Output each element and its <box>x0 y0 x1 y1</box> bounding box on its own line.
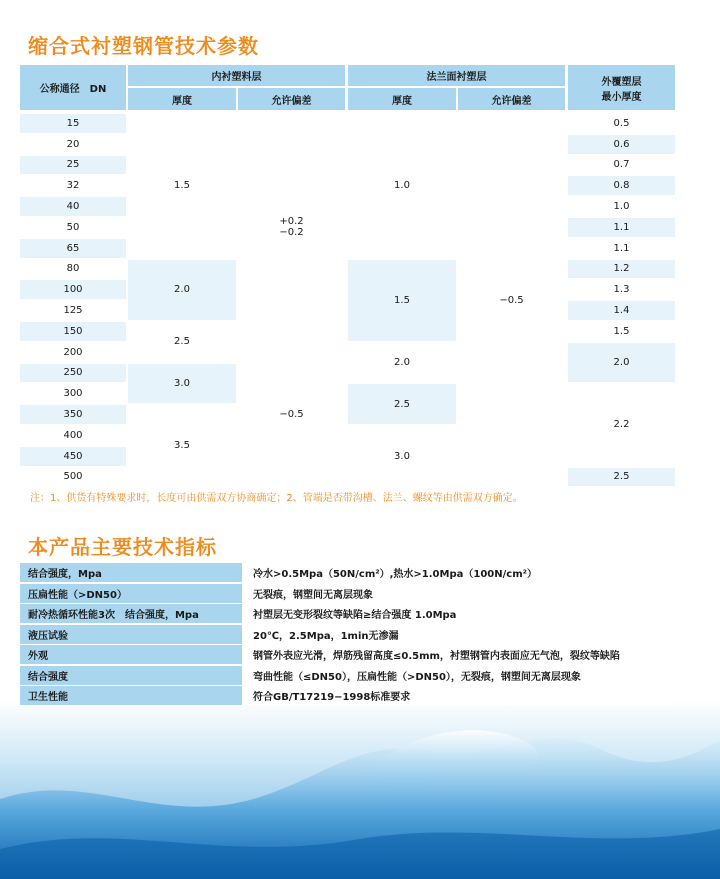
spec-label: 卫生性能 <box>20 686 242 705</box>
spec-value: 弯曲性能（≤DN50），压扁性能（>DN50），无裂痕，钢塑间无离层现象 <box>245 666 675 685</box>
flange-thickness-cell: 2.0 <box>348 343 456 383</box>
dn-cell: 100 <box>20 280 126 299</box>
inner-thickness-cell: 3.0 <box>128 364 236 404</box>
spec-label: 结合强度 <box>20 666 242 685</box>
dn-cell: 25 <box>20 156 126 175</box>
water-wave-decoration <box>0 679 720 879</box>
inner-thickness-cell: 3.5 <box>128 405 236 486</box>
header-inner-tolerance: 允许偏差 <box>238 88 345 110</box>
dn-cell: 65 <box>20 239 126 258</box>
flange-thickness-cell: 1.5 <box>348 260 456 341</box>
dn-cell: 150 <box>20 322 126 341</box>
outer-thickness-cell: 1.4 <box>568 301 675 320</box>
spec-label: 外观 <box>20 645 242 664</box>
section-title-specs: 本产品主要技术指标 <box>28 535 217 559</box>
outer-thickness-cell: 1.2 <box>568 260 675 279</box>
header-flange-thickness: 厚度 <box>348 88 456 110</box>
inner-thickness-cell: 1.5 <box>128 114 236 258</box>
outer-thickness-cell: 0.5 <box>568 114 675 133</box>
dn-cell: 400 <box>20 426 126 445</box>
inner-tolerance-cell: +0.2 −0.2 <box>238 114 345 341</box>
outer-thickness-cell: 0.7 <box>568 156 675 175</box>
dn-cell: 300 <box>20 384 126 403</box>
header-inner-layer: 内衬塑料层 <box>128 65 345 86</box>
spec-label: 液压试验 <box>20 625 242 644</box>
spec-value: 钢管外表应光滑，焊筋残留高度≤0.5mm，衬塑钢管内表面应无气泡，裂纹等缺陷 <box>245 645 675 664</box>
spec-label: 压扁性能（>DN50） <box>20 584 242 603</box>
dn-cell: 32 <box>20 176 126 195</box>
header-flange-tolerance: 允许偏差 <box>458 88 565 110</box>
dn-cell: 40 <box>20 197 126 216</box>
dn-cell: 50 <box>20 218 126 237</box>
outer-thickness-cell: 2.2 <box>568 384 675 465</box>
spec-value: 无裂痕，钢塑间无离层现象 <box>245 584 675 603</box>
dn-cell: 15 <box>20 114 126 133</box>
dn-cell: 20 <box>20 135 126 154</box>
flange-thickness-cell: 1.0 <box>348 114 456 258</box>
spec-label: 结合强度，Mpa <box>20 563 242 582</box>
spec-label: 耐冷热循环性能3次 结合强度，Mpa <box>20 604 242 623</box>
outer-thickness-cell: 0.6 <box>568 135 675 154</box>
section-title-parameters: 缩合式衬塑钢管技术参数 <box>28 34 259 58</box>
dn-cell: 450 <box>20 447 126 466</box>
spec-value: 冷水>0.5Mpa（50N/cm²）,热水>1.0Mpa（100N/cm²） <box>245 563 675 582</box>
outer-thickness-cell: 2.5 <box>568 468 675 487</box>
spec-value: 20℃，2.5Mpa，1min无渗漏 <box>245 625 675 644</box>
flange-thickness-cell: 3.0 <box>348 426 456 486</box>
flange-tolerance-cell: −0.5 <box>458 114 565 486</box>
outer-thickness-cell: 0.8 <box>568 176 675 195</box>
spec-value: 衬塑层无变形裂纹等缺陷≥结合强度 1.0Mpa <box>245 604 675 623</box>
header-outer-min-thickness: 外覆塑层 最小厚度 <box>568 65 675 110</box>
inner-tolerance-cell: −0.5 <box>238 343 345 487</box>
outer-thickness-cell: 1.3 <box>568 280 675 299</box>
inner-thickness-cell: 2.5 <box>128 322 236 362</box>
header-dn: 公称通径 DN <box>20 65 126 110</box>
outer-thickness-cell: 1.0 <box>568 197 675 216</box>
dn-cell: 80 <box>20 260 126 279</box>
dn-cell: 125 <box>20 301 126 320</box>
outer-thickness-cell: 1.1 <box>568 239 675 258</box>
dn-cell: 500 <box>20 468 126 487</box>
table-note: 注：1、供货有特殊要求时，长度可由供需双方协商确定；2、管端是否带沟槽、法兰、螺纹等由供需双方确定。 <box>30 493 523 504</box>
dn-cell: 200 <box>20 343 126 362</box>
spec-value: 符合GB/T17219−1998标准要求 <box>245 686 675 705</box>
flange-thickness-cell: 2.5 <box>348 384 456 424</box>
header-flange-layer: 法兰面衬塑层 <box>348 65 565 86</box>
inner-thickness-cell: 2.0 <box>128 260 236 320</box>
outer-thickness-cell: 2.0 <box>568 343 675 383</box>
outer-thickness-cell: 1.1 <box>568 218 675 237</box>
header-inner-thickness: 厚度 <box>128 88 236 110</box>
dn-cell: 350 <box>20 405 126 424</box>
dn-cell: 250 <box>20 364 126 383</box>
outer-thickness-cell: 1.5 <box>568 322 675 341</box>
